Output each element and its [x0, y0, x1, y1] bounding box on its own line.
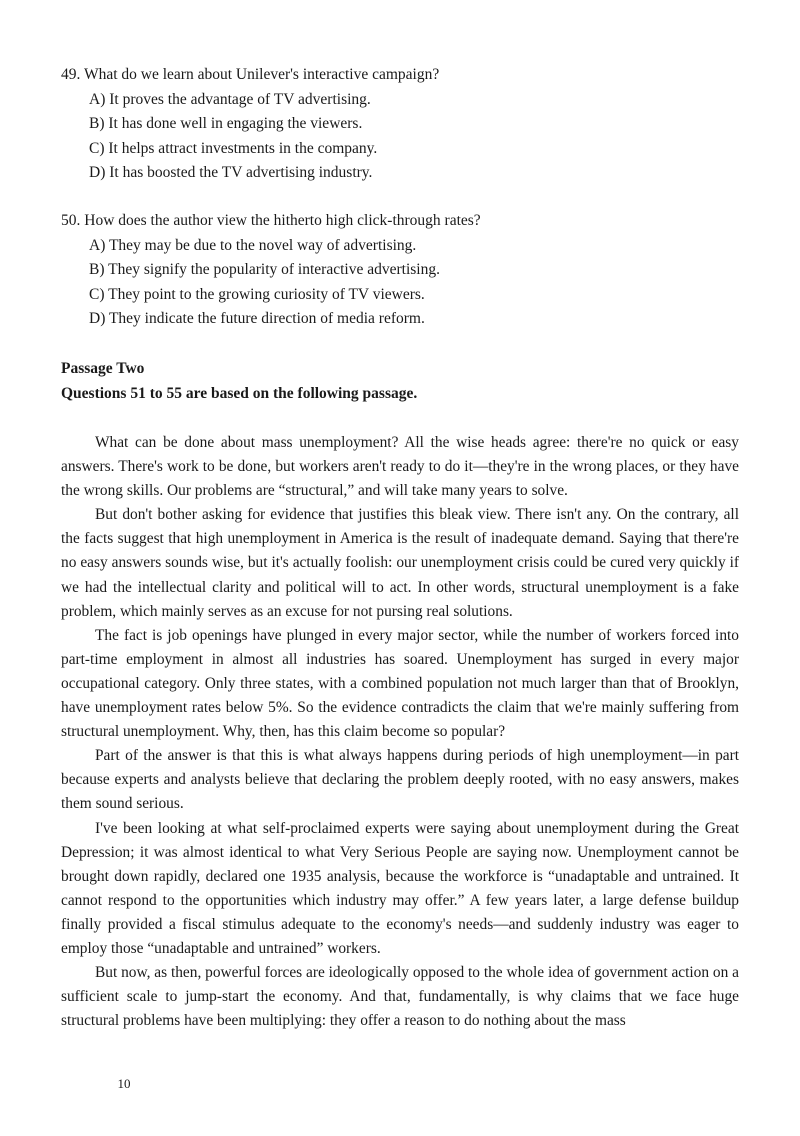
option-d: D) It has boosted the TV advertising industry.	[89, 164, 373, 181]
option-c: C) They point to the growing curiosity of TV viewers.	[89, 285, 425, 303]
question-stem: 50. How does the author view the hitherto high click-through rates?	[61, 212, 481, 229]
option-b: B) It has done well in engaging the viewers.	[89, 115, 363, 132]
paragraph-3: The fact is job openings have plunged in every major sector, while the number of workers forced into part-time employment in almost all industries has soared. Unemployment has surged in every major occupational category. Only three states, with a combined population not much larger than that of Brooklyn, have unemployment rates below 5%. So the evidence contradicts the claim that we're mainly suffering from structural unemployment. Why, then, has this claim become so popular?	[61, 626, 739, 741]
paragraph-1: What can be done about mass unemployment? All the wise heads agree: there're no quick or easy answers. There's work to be done, but workers aren't ready to do it—they're in the wrong places, or they have the wrong skills. Our problems are “structural,” and will take many years to solve.	[61, 434, 739, 500]
option-a: A) It proves the advantage of TV advertising.	[89, 90, 371, 108]
question-50	[61, 209, 751, 332]
paragraph-6: But now, as then, powerful forces are ideologically opposed to the whole idea of government action on a sufficient scale to jump-start the economy. And that, fundamentally, is why claims that we face huge structural problems have been multiplying: they offer a reason to do nothing about the mass	[61, 964, 739, 1030]
passage-body	[61, 431, 739, 1033]
paragraph-5: I've been looking at what self-proclaimed experts were saying about unemployment during the Great Depression; it was almost identical to what Very Serious People are saying now. Unemployment cannot be brought down rapidly, declared one 1935 analysis, because the workforce is “unadaptable and untrained. It cannot respond to the opportunities which industry may offer.” A few years later, a large defense buildup finally provided a fiscal stimulus adequate to the economy's needs—and suddenly industry was eager to employ those “unadaptable and untrained” workers.	[61, 819, 739, 957]
passage-instructions: Questions 51 to 55 are based on the following passage.	[61, 385, 418, 402]
paragraph-4: Part of the answer is that this is what always happens during periods of high unemployment—in part because experts and analysts believe that declaring the problem deeply rooted, with no easy answers, makes them sound serious.	[61, 747, 739, 813]
page-number: 10	[117, 1076, 131, 1091]
passage-title: Passage Two	[61, 360, 145, 377]
option-c: C) It helps attract investments in the company.	[89, 139, 378, 157]
passage-header	[61, 356, 751, 406]
option-a: A) They may be due to the novel way of advertising.	[89, 236, 417, 254]
question-stem: 49. What do we learn about Unilever's interactive campaign?	[61, 66, 440, 83]
paragraph-2: But don't bother asking for evidence that justifies this bleak view. There isn't any. On the contrary, all the facts suggest that high unemployment in America is the result of inadequate demand. Saying that there're no easy answers sounds wise, but it's actually foolish: our unemployment crisis could be cured very quickly if we had the intellectual clarity and political will to act. In other words, structural unemployment is a fake problem, which mainly serves as an excuse for not pursing real solutions.	[61, 506, 739, 620]
question-49	[61, 63, 751, 186]
option-d: D) They indicate the future direction of media reform.	[89, 310, 425, 327]
option-b: B) They signify the popularity of interactive advertising.	[89, 261, 440, 278]
